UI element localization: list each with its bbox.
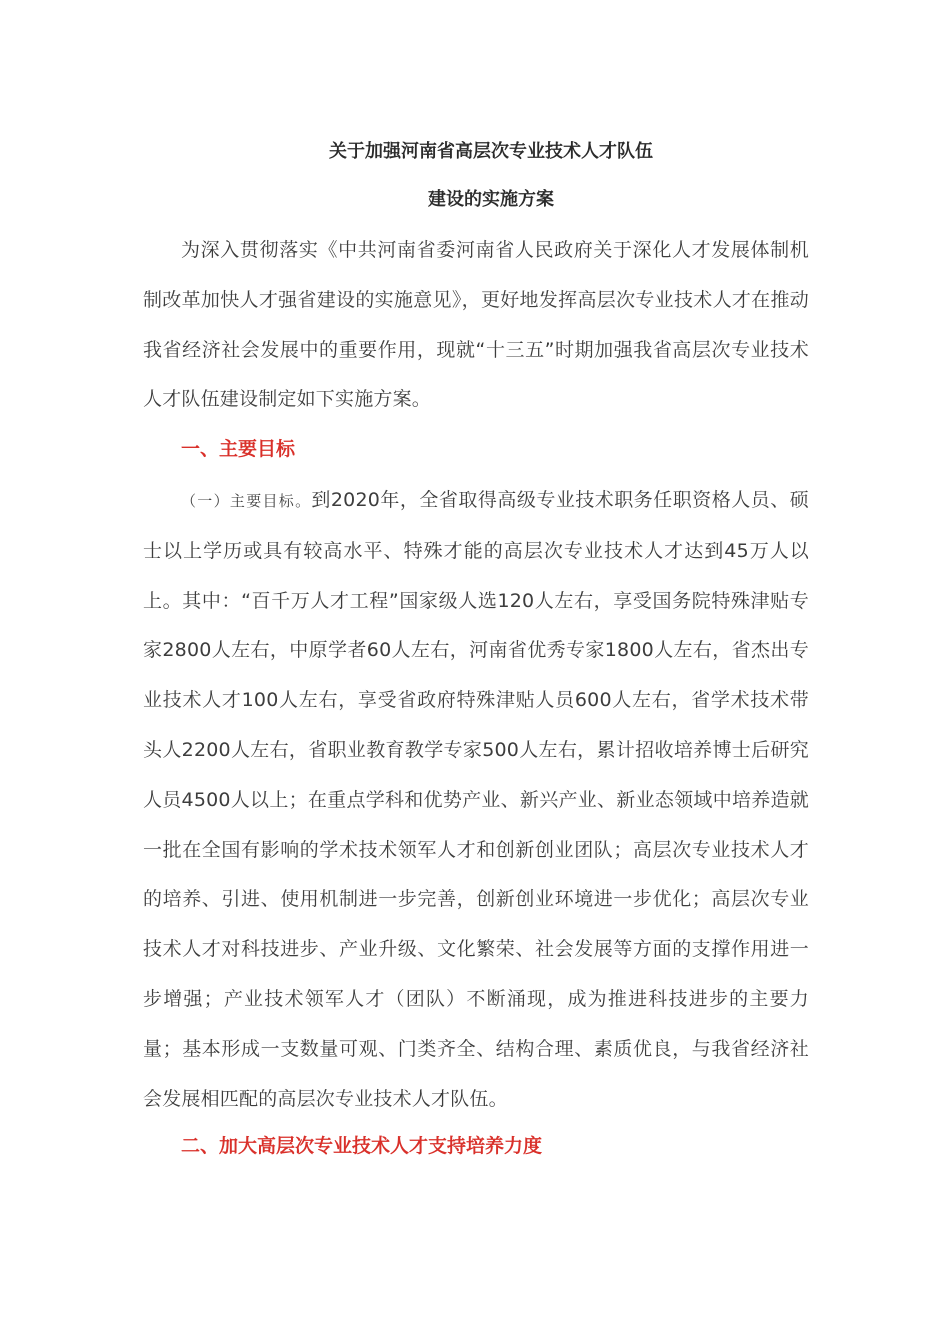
intro-paragraph: 为深入贯彻落实《中共河南省委河南省人民政府关于深化人才发展体制机制改革加快人才强省建设的实施意见》，更好地发挥高层次专业技术人才在推动我省经济社会发展中的重要作用，现就“十三五”时期加强我省高层次专业技术人才队伍建设制定如下实施方案。	[143, 239, 809, 411]
goal-paragraph	[143, 476, 809, 1124]
goal-text: 到2020年，全省取得高级专业技术职务任职资格人员、硕士以上学历或具有较高水平、特殊才能的高层次专业技术人才达到45万人以上。其中：“百千万人才工程”国家级人选120人左右，享受国务院特殊津贴专家2800人左右，中原学者60人左右，河南省优秀专家1800人左右，省杰出专业技术人才100人左右，享受省政府特殊津贴人员600人左右，省学术技术带头人2200人左右，省职业教育教学专家500人左右，累计招收培养博士后研究人员4500人以上；在重点学科和优势产业、新兴产业、新业态领域中培养造就一批在全国有影响的学术技术领军人才和创新创业团队；高层次专业技术人才的培养、引进、使用机制进一步完善，创新创业环境进一步优化；高层次专业技术人才对科技进步、产业升级、文化繁荣、社会发展等方面的支撑作用进一步增强；产业技术领军人才（团队）不断涌现，成为推进科技进步的主要力量；基本形成一支数量可观、门类齐全、结构合理、素质优良，与我省经济社会发展相匹配的高层次专业技术人才队伍。	[143, 489, 809, 1110]
document-title-line-2: 建设的实施方案	[428, 189, 554, 210]
section-heading-support-training: 二、加大高层次专业技术人才支持培养力度	[181, 1135, 543, 1157]
document-title-line-1: 关于加强河南省高层次专业技术人才队伍	[329, 141, 653, 162]
section-heading-main-goals: 一、主要目标	[181, 438, 296, 460]
goal-label: （一）主要目标。	[181, 492, 312, 510]
